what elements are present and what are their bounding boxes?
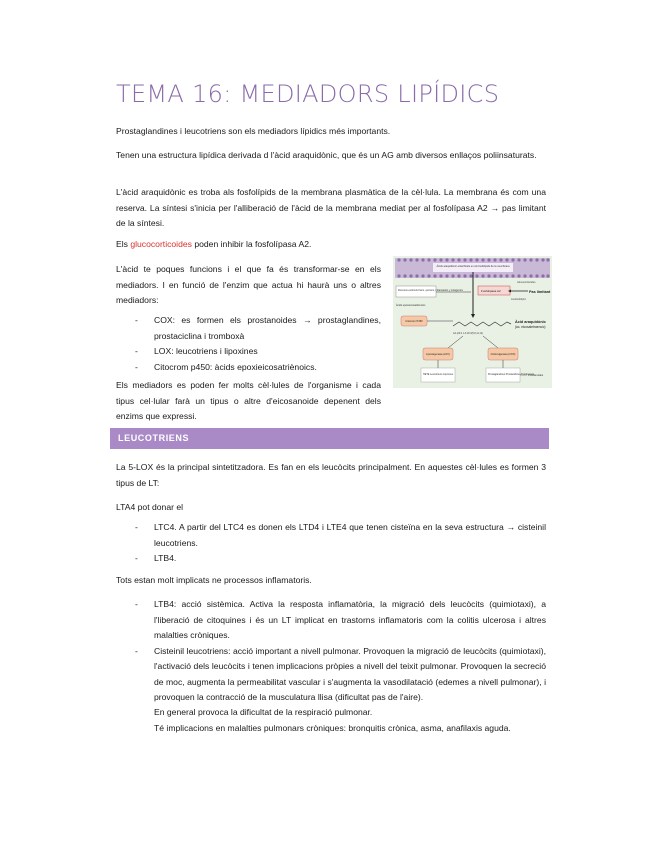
leuco-bullet-list-1 — [135, 520, 546, 567]
bullet-p450: - Citocrom p450: àcids epoxieicosatriènoics. — [135, 360, 381, 376]
p4-prefix: Els — [116, 239, 131, 249]
leuco-paragraph-2: LTA4 pot donar el — [116, 502, 184, 512]
figure-cox-label: Ciclooxigenasa (COX) — [490, 353, 516, 356]
bullet-lox: - LOX: leucotriens i lipoxines — [135, 344, 381, 360]
section-heading-leucotriens: LEUCOTRIENS — [118, 433, 190, 443]
leuco-bullet-list-2 — [135, 597, 546, 706]
section-heading-band — [110, 428, 549, 449]
figure-aa-label: Àcid araquidònic — [515, 320, 546, 324]
figure-p450-label: Citocrom P450 — [405, 320, 423, 323]
figure-aa-formula: AA (20:4 n-6 20:4(5,8,11,14) — [453, 332, 483, 335]
arachidonic-acid-pathway-figure — [393, 256, 552, 388]
bullet-cox: - COX: es formen els prostanoides → prostaglandines, prostaciclina i tromboxà — [135, 313, 381, 344]
figure-lox-label: Lipooxigenasa (LOX) — [426, 353, 450, 356]
glucocorticoides-highlight: glucocorticoides — [130, 239, 192, 249]
figure-eet-label: Àcids epoxieicosatriènoics — [396, 304, 426, 307]
bullet-ltc4: - LTC4. A partir del LTC4 es donen els LTD4 i LTE4 que tenen cisteïna en la seva estructura → cisteinil leucotriens. — [135, 520, 546, 551]
figure-aa-sublabel: (àc. eicosatetraenoic) — [515, 325, 546, 329]
figure-pla2-label: Fosfolipasa A2 — [481, 289, 501, 293]
figure-cox-products: Prostaglandines Prostaciclines Tromboxans — [488, 373, 535, 376]
figure-limit-label: Pas limitant — [529, 290, 551, 294]
intro-paragraph-1: Prostaglandines i leucotriens son els mediadors lípidics més importants. — [116, 126, 391, 136]
figure-lox-products: HETE Leucotriens Lipoxines — [423, 373, 454, 376]
leuco-paragraph-4: En general provoca la dificultat de la respiració pulmonar. — [154, 707, 373, 717]
leuco-paragraph-5: Té implicacions en malalties pulmonars cròniques: bronquitis crònica, asma, anafilaxis aguda. — [154, 723, 511, 733]
intro-paragraph-4 — [116, 237, 546, 253]
figure-stimuli-label: Diversos estímuls físics, químics, inflamatoris y mitogènics — [398, 289, 463, 292]
page-title: TEMA 16: MEDIADORS LIPÍDICS — [116, 80, 500, 108]
p4-suffix: poden inhibir la fosfolípasa A2. — [191, 239, 312, 249]
figure-prostanoids: Prostanoides — [528, 374, 544, 377]
intro-paragraph-6: Els mediadors es poden fer molts cèl·lules de l'organisme i cada tipus cel·lular farà un tipus o altre d'eicosanoide depenent dels enzims que expressi. — [116, 380, 381, 421]
figure-membrane-label: Àcids araquidònic esterificats en els fosfolípids de la membrana — [436, 265, 510, 268]
intro-paragraph-2: Tenen una estructura lipídica derivada d l'àcid araquidònic, que és un AG amb diversos enllaços poliinsaturats. — [116, 150, 537, 160]
bullet-ltb4: - LTB4. — [135, 551, 546, 567]
enzyme-bullet-list — [135, 313, 381, 375]
intro-paragraph-3: L'àcid araquidònic es troba als fosfolípids de la membrana plasmàtica de la cèl·lula. La membrana és com una reserva. La síntesi s'inicia per l'alliberació de l'àcid de la membrana mediat per al fosfolípasa A2 → pas limitant de la síntesi. — [116, 187, 546, 228]
figure-gluco-label: Glucocorticoides — [517, 281, 536, 284]
bullet-ltb4-action: - LTB4: acció sistèmica. Activa la resposta inflamatòria, la migració dels leucòcits (quimiotaxi), a l'liberació de citoquines i és un LT implicat en trastorns inflamatoris com la colitis ulcerosa i altres malalties cròniques. — [135, 597, 546, 644]
leuco-paragraph-1: La 5-LOX és la principal sintetitzadora. Es fan en els leucòcits principalment. En aquestes cèl·lules es formen 3 tipus de LT: — [116, 462, 546, 488]
leuco-paragraph-3: Tots estan molt implicats ne processos inflamatoris. — [116, 575, 312, 585]
bullet-cisteinil: - Cisteinil leucotriens: acció important a nivell pulmonar. Provoquen la migració de leucòcits (quimiotaxi), l'activació dels leucòcits i tenen implicacions pròpies a nivell del teixit pulmonar. Provoquen la secreció de moc, augmenta la permeabilitat vascular i s'augmenta la vasodilatació (edemes a nivell pulmonar), i provoquen la contracció de la musculatura llisa (dificultat pas de l'aire). — [135, 644, 546, 706]
intro-paragraph-5: L'àcid te poques funcions i el que fa és transformar-se en els mediadors. I en funció de l'enzim que actua hi haurà uns o altres mediadors: — [116, 264, 381, 305]
figure-lisofos-label: Lisofosfolípid — [511, 298, 526, 301]
